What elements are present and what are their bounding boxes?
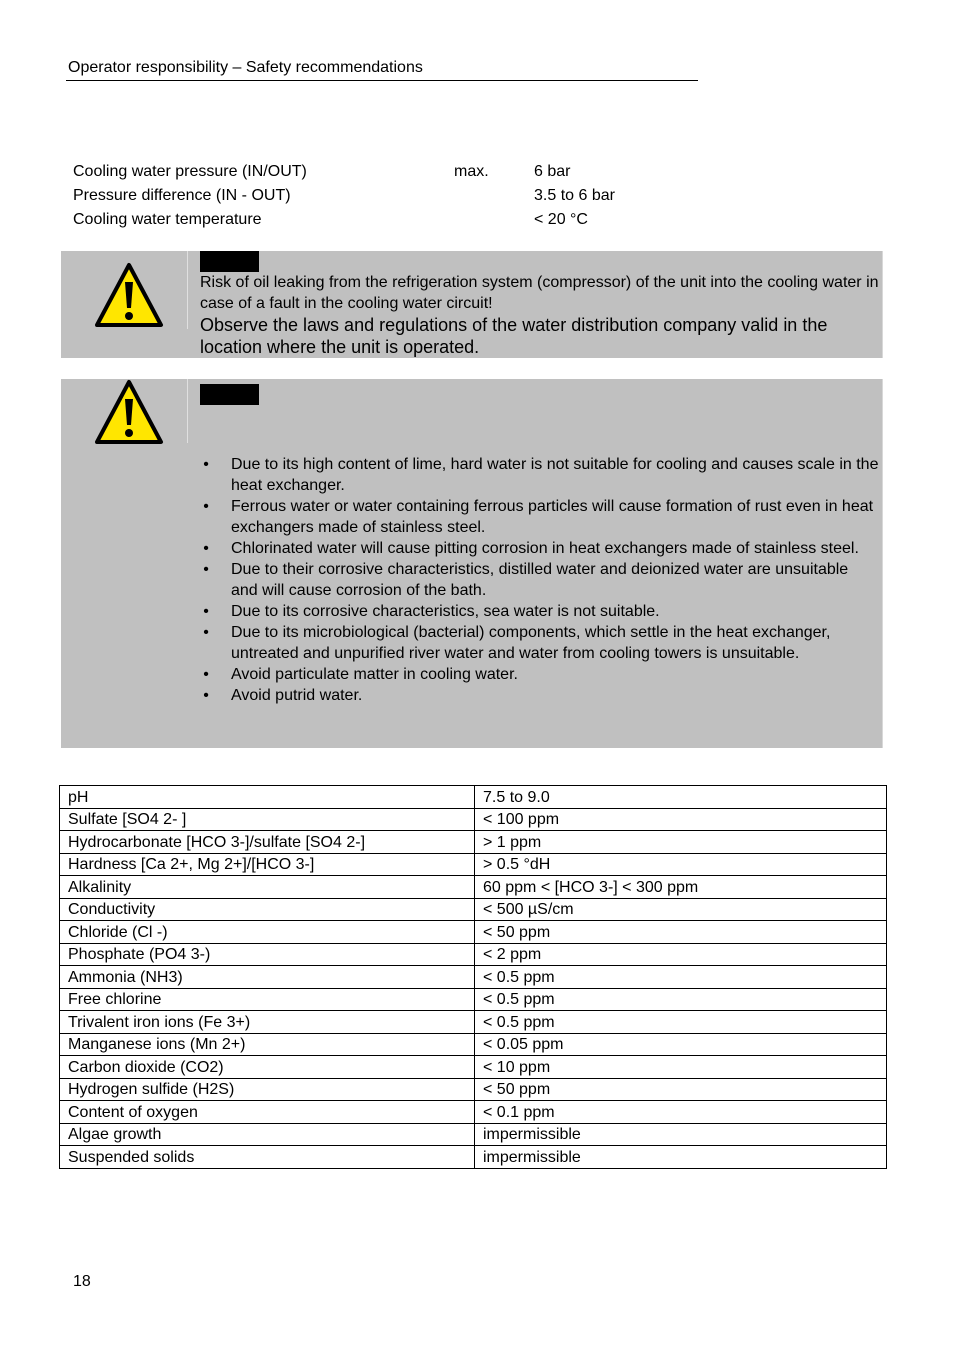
icon-divider bbox=[187, 251, 188, 329]
list-item: • Ferrous water or water containing ferrous particles will cause formation of rust even in heat exchangers made of stainless steel. bbox=[203, 498, 874, 536]
value-cell: 60 ppm < [HCO 3-] < 300 ppm bbox=[475, 876, 887, 899]
table-row bbox=[60, 966, 887, 989]
parameter-cell: Suspended solids bbox=[60, 1146, 475, 1169]
water-quality-warning-box bbox=[61, 379, 883, 748]
header-rule bbox=[66, 80, 698, 81]
list-item: • Due to its microbiological (bacterial) components, which settle in the heat exchanger, untreated and unpurified river water and water from cooling towers is unsuitable. bbox=[203, 624, 831, 662]
list-item: • Due to its corrosive characteristics, sea water is not suitable. bbox=[203, 603, 660, 620]
spec-value: 6 bar bbox=[534, 163, 571, 180]
table-row bbox=[60, 1078, 887, 1101]
table-row bbox=[60, 898, 887, 921]
value-cell: 7.5 to 9.0 bbox=[475, 786, 887, 809]
table-row bbox=[60, 1146, 887, 1169]
value-cell: impermissible bbox=[475, 1123, 887, 1146]
value-cell: < 0.05 ppm bbox=[475, 1033, 887, 1056]
parameter-cell: Hydrogen sulfide (H2S) bbox=[60, 1078, 475, 1101]
parameter-cell: Alkalinity bbox=[60, 876, 475, 899]
parameter-cell: Trivalent iron ions (Fe 3+) bbox=[60, 1011, 475, 1034]
parameter-cell: Phosphate (PO4 3-) bbox=[60, 943, 475, 966]
value-cell: impermissible bbox=[475, 1146, 887, 1169]
list-item: • Avoid particulate matter in cooling water. bbox=[203, 666, 518, 683]
parameter-cell: Manganese ions (Mn 2+) bbox=[60, 1033, 475, 1056]
list-item: • Avoid putrid water. bbox=[203, 687, 363, 704]
spec-parameter: Pressure difference (IN - OUT) bbox=[73, 187, 291, 204]
warning-triangle-icon bbox=[94, 379, 164, 445]
spec-parameter: Cooling water temperature bbox=[73, 211, 262, 228]
table-row bbox=[60, 1011, 887, 1034]
spec-value: < 20 °C bbox=[534, 211, 588, 228]
spec-qualifier: max. bbox=[454, 163, 489, 180]
value-cell: < 0.5 ppm bbox=[475, 966, 887, 989]
parameter-cell: Carbon dioxide (CO2) bbox=[60, 1056, 475, 1079]
list-item: • Chlorinated water will cause pitting corrosion in heat exchangers made of stainless steel. bbox=[203, 540, 859, 557]
parameter-cell: Content of oxygen bbox=[60, 1101, 475, 1124]
water-warning-list bbox=[199, 454, 879, 706]
spec-row bbox=[73, 162, 773, 182]
spec-parameter: Cooling water pressure (IN/OUT) bbox=[73, 163, 307, 180]
parameter-cell: Sulfate [SO4 2- ] bbox=[60, 808, 475, 831]
table-row bbox=[60, 1033, 887, 1056]
value-cell: < 0.5 ppm bbox=[475, 988, 887, 1011]
signal-word-bar bbox=[200, 384, 259, 405]
icon-divider bbox=[187, 379, 188, 443]
spec-row bbox=[73, 186, 773, 206]
list-item: • Due to their corrosive characteristics, distilled water and deionized water are unsuitable and will cause corrosion of the bath. bbox=[203, 561, 849, 599]
table-row bbox=[60, 1123, 887, 1146]
table-row bbox=[60, 853, 887, 876]
parameter-cell: Chloride (Cl -) bbox=[60, 921, 475, 944]
oil-leak-warning-box bbox=[61, 251, 883, 358]
parameter-cell: pH bbox=[60, 786, 475, 809]
parameter-cell: Ammonia (NH3) bbox=[60, 966, 475, 989]
table-row bbox=[60, 876, 887, 899]
signal-word-bar bbox=[200, 251, 259, 272]
warning-instruction: Observe the laws and regulations of the water distribution company valid in the location where the unit is operated. bbox=[200, 315, 828, 357]
table-row bbox=[60, 1056, 887, 1079]
table-row bbox=[60, 988, 887, 1011]
parameter-cell: Hardness [Ca 2+, Mg 2+]/[HCO 3-] bbox=[60, 853, 475, 876]
value-cell: < 0.5 ppm bbox=[475, 1011, 887, 1034]
value-cell: < 2 ppm bbox=[475, 943, 887, 966]
value-cell: > 0.5 °dH bbox=[475, 853, 887, 876]
table-row bbox=[60, 831, 887, 854]
value-cell: < 500 µS/cm bbox=[475, 898, 887, 921]
warning-triangle-icon bbox=[94, 262, 164, 328]
header-title: Operator responsibility – Safety recommendations bbox=[68, 59, 423, 76]
value-cell: < 50 ppm bbox=[475, 1078, 887, 1101]
value-cell: < 10 ppm bbox=[475, 1056, 887, 1079]
value-cell: < 100 ppm bbox=[475, 808, 887, 831]
table-row bbox=[60, 1101, 887, 1124]
table-row bbox=[60, 786, 887, 809]
spec-row bbox=[73, 210, 773, 230]
table-row bbox=[60, 808, 887, 831]
value-cell: < 50 ppm bbox=[475, 921, 887, 944]
parameter-cell: Free chlorine bbox=[60, 988, 475, 1011]
value-cell: < 0.1 ppm bbox=[475, 1101, 887, 1124]
page-number: 18 bbox=[73, 1273, 91, 1290]
table-row bbox=[60, 943, 887, 966]
parameter-cell: Algae growth bbox=[60, 1123, 475, 1146]
list-item: • Due to its high content of lime, hard water is not suitable for cooling and causes scale in the heat exchanger. bbox=[203, 456, 879, 494]
parameter-cell: Conductivity bbox=[60, 898, 475, 921]
value-cell: > 1 ppm bbox=[475, 831, 887, 854]
parameter-cell: Hydrocarbonate [HCO 3-]/sulfate [SO4 2-] bbox=[60, 831, 475, 854]
warning-text: Risk of oil leaking from the refrigeration system (compressor) of the unit into the cooling water in case of a fault in the cooling water circuit! bbox=[200, 274, 879, 312]
table-row bbox=[60, 921, 887, 944]
water-quality-table bbox=[59, 785, 887, 1169]
spec-value: 3.5 to 6 bar bbox=[534, 187, 615, 204]
